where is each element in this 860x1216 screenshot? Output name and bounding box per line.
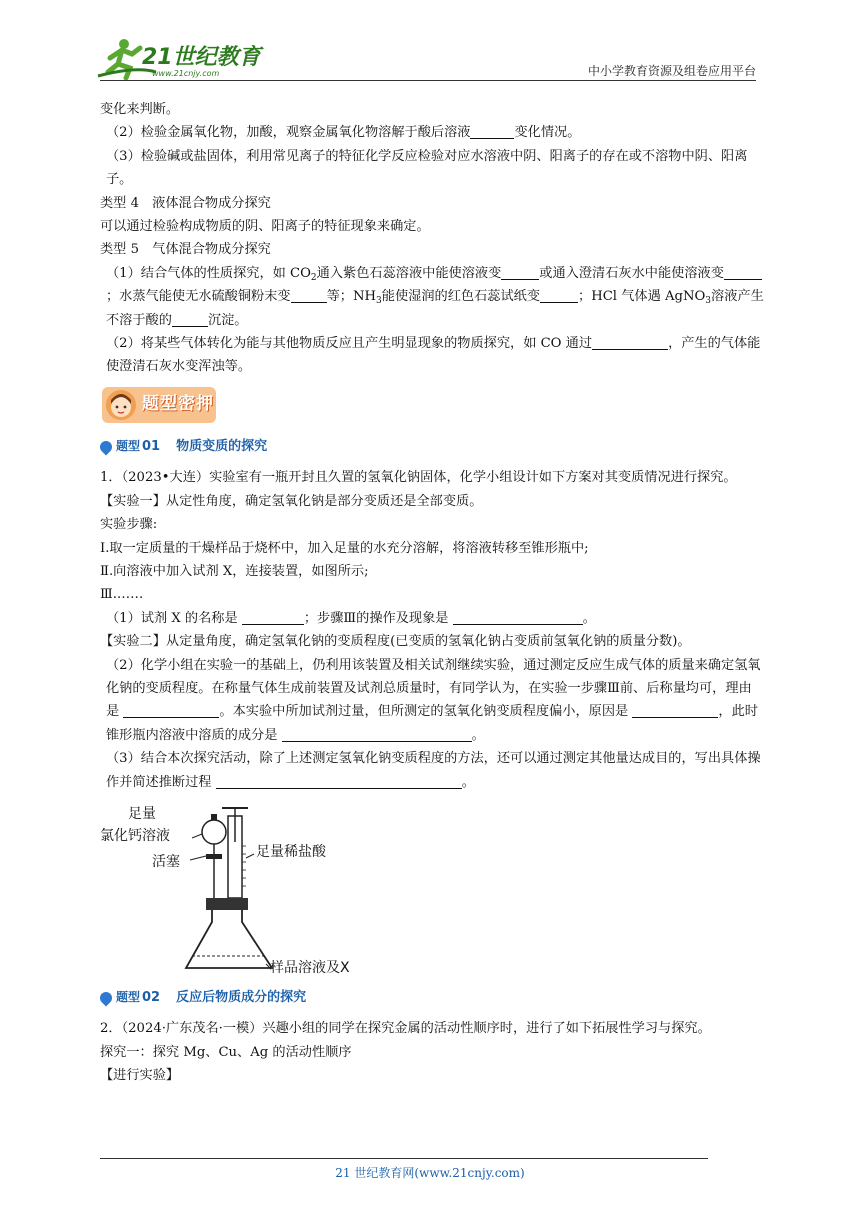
text-line: Ⅱ.向溶液中加入试剂 X，连接装置，如图所示; — [100, 563, 369, 579]
header-platform-text: 中小学教育资源及组卷应用平台 — [587, 64, 756, 78]
answer-blank[interactable] — [123, 702, 219, 718]
text-line: 变化来判断。 — [100, 102, 180, 117]
text-line: Ⅲ.…… — [100, 587, 144, 603]
text-line: （2）化学小组在实验一的基础上，仍利用该装置及相关试剂继续实验，通过测定反应生成气体的质量来确定氢氧化钠的变质程度。在称量气体生成前装置及试剂总质量时，有同学认为，在实验一步骤Ⅲ前、后称量均可，理由是 。本实验中所加试剂过量，但所测定的氢氧化钠变质程度偏小，原因是 ，此时锥形瓶内溶液中溶质的成分是 。 — [106, 657, 761, 743]
apparatus-figure — [100, 802, 370, 978]
text-line: 【进行实验】 — [100, 1068, 180, 1084]
question-intro: 1．（2023•大连）实验室有一瓶开封且久置的氢氧化钠固体，化学小组设计如下方案对其变质情况进行探究。 — [100, 470, 737, 486]
answer-blank[interactable] — [470, 123, 514, 139]
answer-blank[interactable] — [216, 773, 462, 789]
question-intro: 2．（2024·广东茂名·一模）兴趣小组的同学在探究金属的活动性顺序时，进行了如下拓展性学习与探究。 — [100, 1021, 711, 1037]
banner-box — [102, 387, 216, 423]
text-line: （3）结合本次探究活动，除了上述测定氢氧化钠变质程度的方法，还可以通过测定其他量达成目的，写出具体操作并简述推断过程 。 — [106, 751, 761, 790]
footer-divider — [100, 1158, 708, 1159]
type-heading: 类型 4 液体混合物成分探究 — [100, 195, 271, 211]
section-heading-02: 题型 02 反应后物质成分的探究 — [100, 986, 764, 1009]
text-line: 可以通过检验构成物质的阴、阳离子的特征现象来确定。 — [100, 219, 430, 235]
answer-blank[interactable] — [453, 609, 583, 625]
answer-blank[interactable] — [242, 609, 304, 625]
banner-title: 题型密押 — [142, 394, 214, 415]
site-logo — [96, 36, 266, 82]
document-body — [100, 98, 764, 1088]
location-pin-icon — [98, 989, 115, 1006]
text-line: （1）试剂 X 的名称是 ；步骤Ⅲ的操作及现象是 。 — [106, 610, 596, 626]
lab-apparatus-diagram — [100, 802, 370, 978]
text-line: （2）将某些气体转化为能与其他物质反应且产生明显现象的物质探究，如 CO 通过 ，产生的气体能使澄清石灰水变浑浊等。 — [106, 336, 761, 375]
text-line: （2）检验金属氧化物，加酸，观察金属氧化物溶解于酸后溶液 变化情况。 — [106, 125, 581, 141]
label-sufficient: 足量 — [128, 805, 156, 822]
type-heading: 类型 5 气体混合物成分探究 — [100, 242, 271, 258]
header-divider — [100, 80, 756, 81]
footer-text: 21 世纪教育网(www.21cnjy.com) — [335, 1166, 525, 1180]
section-heading-01: 题型 01 物质变质的探究 — [100, 435, 764, 458]
logo-url: www.21cnjy.com — [152, 69, 220, 78]
label-sample-solution: 样品溶液及X — [270, 959, 350, 976]
text-line: （1）结合气体的性质探究，如 $CO_2$通入紫色石蕊溶液中能使溶液变 或通入澄清石灰水中能使溶液变；水蒸气能使无水硫酸铜粉末变 等；$NH_3$能使湿润的红色石蕊试纸变 ；HCl 气体遇 AgNO$_3$溶液产生不溶于酸的 沉淀。 — [106, 265, 764, 328]
text-line: 实验步骤: — [100, 517, 158, 533]
answer-blank[interactable] — [724, 264, 762, 280]
logo-text: 21世纪教育 — [142, 45, 261, 70]
answer-blank[interactable] — [291, 287, 327, 303]
student-avatar-icon — [106, 390, 136, 420]
label-valve: 活塞 — [152, 853, 180, 870]
answer-blank[interactable] — [540, 287, 578, 303]
section-banner — [102, 385, 764, 425]
text-line: 【实验二】从定量角度，确定氢氧化钠的变质程度(已变质的氢氧化钠占变质前氢氧化钠的质量分数)。 — [100, 634, 691, 650]
answer-blank[interactable] — [592, 334, 668, 350]
answer-blank[interactable] — [282, 726, 472, 742]
text-line: Ⅰ.取一定质量的干燥样品于烧杯中，加入足量的水充分溶解，将溶液转移至锥形瓶中; — [100, 540, 589, 556]
text-line: 【实验一】从定性角度，确定氢氧化钠是部分变质还是全部变质。 — [100, 493, 483, 509]
location-pin-icon — [98, 438, 115, 455]
label-cacl2-solution: 氯化钙溶液 — [100, 827, 170, 844]
answer-blank[interactable] — [172, 311, 208, 327]
answer-blank[interactable] — [501, 264, 539, 280]
label-dilute-hcl: 足量稀盐酸 — [256, 843, 326, 860]
text-line: 探究一：探究 Mg、Cu、Ag 的活动性顺序 — [100, 1044, 352, 1060]
text-line: （3）检验碱或盐固体，利用常见离子的特征化学反应检验对应水溶液中阴、阳离子的存在或不溶物中阴、阳离子。 — [106, 148, 748, 188]
runner-logo-icon — [96, 36, 266, 82]
answer-blank[interactable] — [632, 702, 718, 718]
